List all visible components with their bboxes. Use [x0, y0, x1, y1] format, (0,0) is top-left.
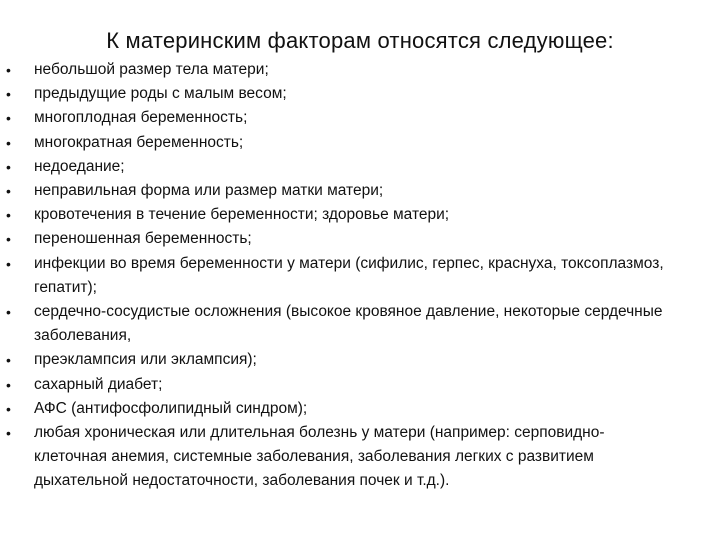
list-item: [0, 348, 720, 372]
list-item-text: небольшой размер тела матери;: [34, 61, 269, 78]
list-item: [0, 227, 720, 251]
bullet-icon: •: [6, 86, 11, 103]
list-item: [0, 203, 720, 227]
bullet-icon: •: [6, 110, 11, 127]
bullet-icon: •: [6, 207, 11, 224]
list-item-text: многократная беременность;: [34, 133, 244, 151]
list-item: [0, 397, 720, 421]
bullet-icon: •: [6, 376, 11, 393]
slide-title: К материнским факторам относятся следующее:: [106, 28, 614, 53]
list-item-text: сердечно-сосудистые осложнения (высокое кровяное давление, некоторые сердечные заболевания,: [34, 303, 663, 345]
list-item: [0, 421, 720, 494]
list-item: [0, 179, 720, 203]
list-item-text: АФС (антифосфолипидный синдром);: [34, 399, 308, 417]
list-item: [0, 106, 720, 130]
bullet-icon: •: [6, 400, 11, 417]
list-item-text: неправильная форма или размер матки матери;: [34, 182, 384, 200]
bullet-icon: •: [6, 158, 11, 175]
bullet-icon: •: [6, 134, 11, 151]
list-item: [0, 300, 720, 348]
list-item-text: переношенная беременность;: [34, 230, 252, 248]
list-item: [0, 131, 720, 155]
bullet-icon: •: [6, 255, 11, 272]
list-item-text: предыдущие роды с малым весом;: [34, 85, 287, 103]
bullet-icon: •: [6, 231, 11, 248]
list-item: [0, 58, 720, 82]
list-item-text: сахарный диабет;: [34, 375, 163, 393]
bullet-icon: •: [6, 425, 11, 442]
maternal-factors-list: [0, 58, 720, 494]
list-item-text: многоплодная беременность;: [34, 109, 248, 127]
list-item-text: любая хроническая или длительная болезнь у матери (например: серповидно-клеточная анемия, системные заболевания, заболевания легких с развитием дыхательной недостаточности, заболевания почек и т.д.).: [34, 424, 605, 490]
list-item: [0, 373, 720, 397]
list-item: [0, 155, 720, 179]
bullet-icon: •: [6, 352, 11, 369]
list-item: [0, 82, 720, 106]
bullet-icon: •: [6, 62, 11, 78]
bullet-icon: •: [6, 183, 11, 200]
list-item-text: недоедание;: [34, 157, 125, 175]
bullet-icon: •: [6, 304, 11, 321]
list-item-text: кровотечения в течение беременности; здоровье матери;: [34, 206, 450, 224]
list-item-text: преэклампсия или эклампсия);: [34, 351, 257, 369]
list-item-text: инфекции во время беременности у матери (сифилис, герпес, краснуха, токсоплазмоз, гепатит);: [34, 254, 664, 296]
list-item: [0, 252, 720, 300]
